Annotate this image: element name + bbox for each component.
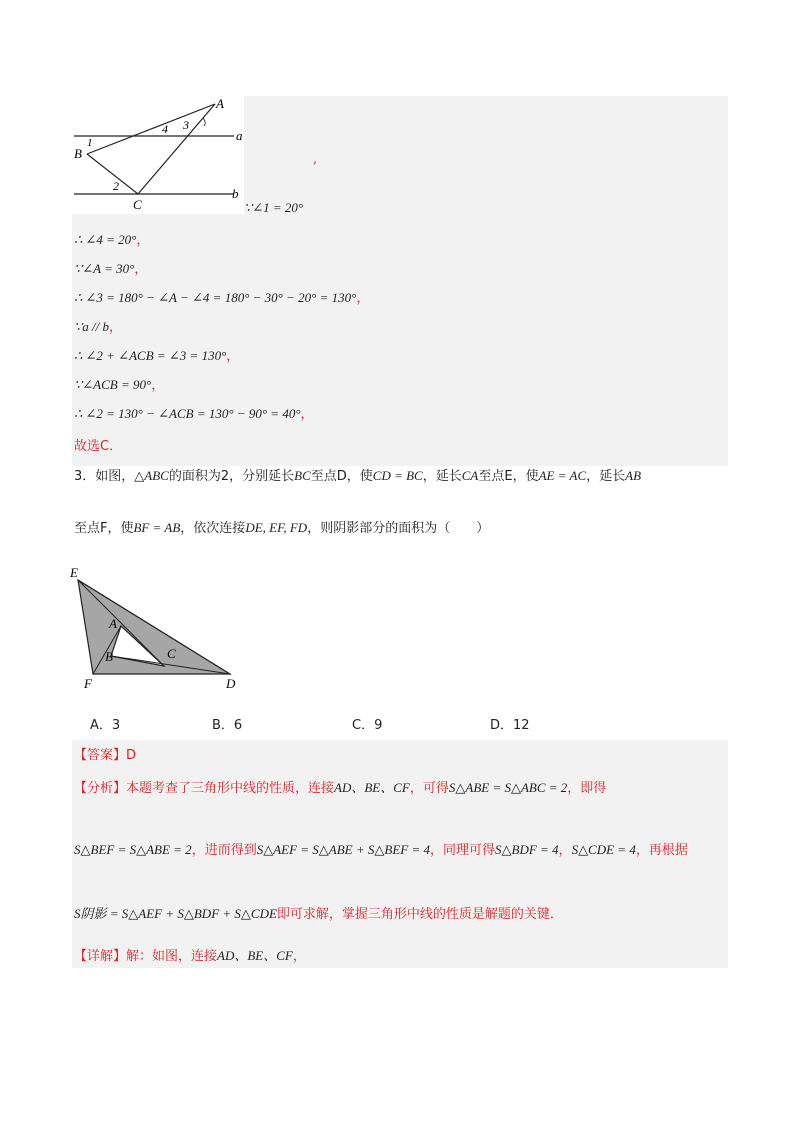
angle-2: 2 [113,179,119,193]
segment-ac [138,104,215,194]
label-E: E [70,565,78,580]
solution-conclusion: 故选C． [74,439,123,454]
angle-1: 1 [87,137,93,149]
solution-line-2: ∴ ∠4 = 20°， [74,232,150,248]
option-c[interactable]: C．9 [352,718,383,733]
solution-line-5: ∵a // b， [74,319,123,335]
angle-3: 3 [183,118,189,132]
solution-line-1: ∵∠1 = 20° [244,200,304,215]
solution-line-4: ∴ ∠3 = 180° − ∠A − ∠4 = 180° − 30° − 20° = 130°， [74,290,370,306]
question3-line2: 至点F，使BF = AB，依次连接DE, EF, FD，则阴影部分的面积为（ ） [74,520,490,536]
figure-comma: , [313,152,318,167]
label-F: F [84,676,92,691]
solution-line-3: ∵∠A = 30°， [74,261,148,277]
label-B: B [74,146,82,161]
detail-line: 【详解】解：如图，连接AD、BE、CF， [74,948,306,964]
analysis-line1: 【分析】本题考查了三角形中线的性质，连接AD、BE、CF，可得S△ABE = S△ABC = 2，即得 [74,780,607,796]
label-B2: B [105,649,113,664]
figure-parallel-lines [72,96,252,216]
label-a: a [236,128,243,143]
label-A: A [216,96,224,111]
option-d[interactable]: D．12 [490,718,530,733]
solution-line-7: ∵∠ACB = 90°， [74,377,165,393]
label-A2: A [109,616,117,631]
angle-arc-3 [203,118,205,126]
option-a[interactable]: A．3 [90,718,121,733]
label-D: D [226,676,236,691]
label-C: C [133,197,142,212]
answer-line: 【答案】D [74,748,137,763]
analysis-line2: S△BEF = S△ABE = 2，进而得到S△AEF = S△ABE + S△BEF = 4，同理可得S△BDF = 4，S△CDE = 4，再根据 [74,842,688,858]
solution-line-8: ∴ ∠2 = 130° − ∠ACB = 130° − 90° = 40°， [74,406,314,422]
analysis-line3: S阴影 = S△AEF + S△BDF + S△CDE即可求解，掌握三角形中线的性质是解题的关键． [74,906,563,922]
label-b: b [232,186,239,201]
question3-line1: 3．如图，△ABC的面积为2，分别延长BC至点D，使CD = BC，延长CA至点E，使AE = AC，延长AB [74,468,642,484]
label-C2: C [167,646,176,661]
option-b[interactable]: B．6 [212,718,243,733]
segment-ab [87,104,215,154]
angle-4: 4 [162,122,168,136]
figure-shaded-triangle [68,564,248,694]
solution-line-6: ∴ ∠2 + ∠ACB = ∠3 = 130°， [74,348,240,364]
